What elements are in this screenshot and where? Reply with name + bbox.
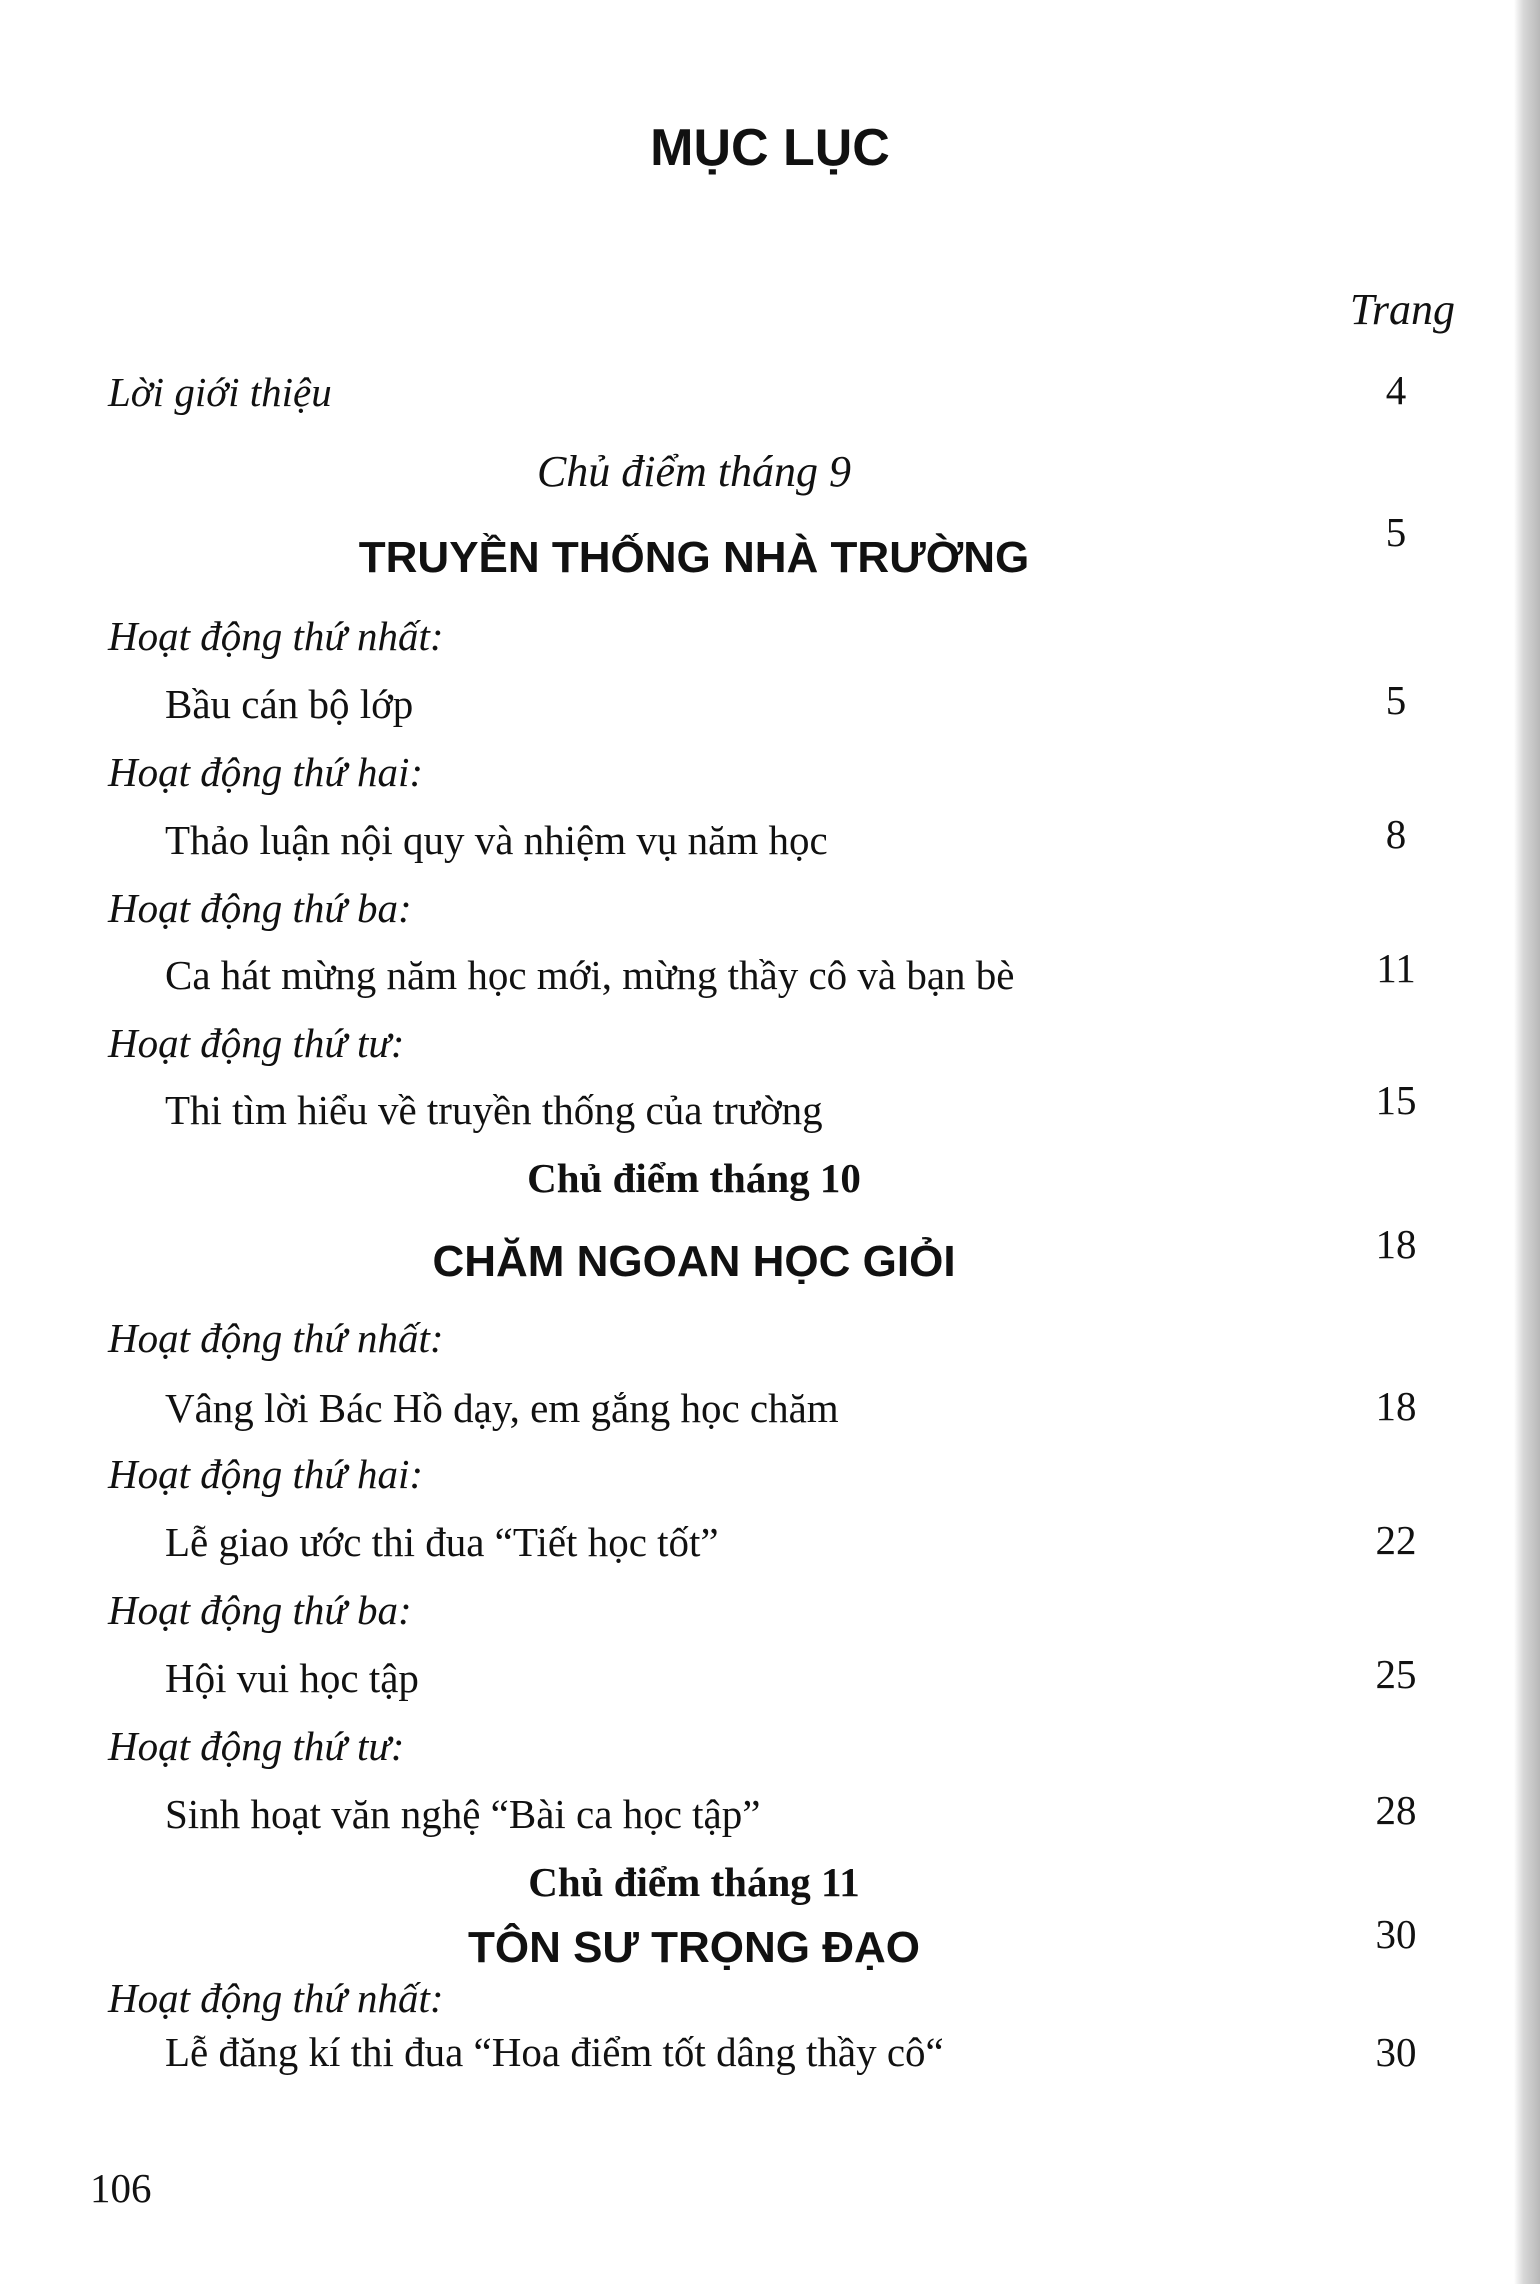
section-page: 5 (1385, 509, 1407, 555)
activity-heading: Hoạt động thứ tư: (108, 1723, 405, 1769)
page-number: 106 (90, 2165, 152, 2211)
activity-page: 5 (1385, 677, 1407, 723)
activity-heading: Hoạt động thứ nhất: (108, 1315, 444, 1361)
section-theme: TÔN SƯ TRỌNG ĐẠO (467, 1923, 921, 1972)
section-page: 30 (1375, 1911, 1417, 1957)
activity-heading: Hoạt động thứ tư: (108, 1020, 405, 1066)
activity-heading: Hoạt động thứ ba: (108, 885, 412, 931)
page-column-header: Trang (1349, 285, 1455, 334)
section-theme: TRUYỀN THỐNG NHÀ TRƯỜNG (358, 533, 1030, 582)
activity-page: 28 (1375, 1787, 1417, 1833)
activity-page: 11 (1376, 945, 1416, 991)
section-month: Chủ điểm tháng 11 (528, 1859, 860, 1905)
page-edge-shadow (1514, 0, 1540, 2284)
toc-intro-label: Lời giới thiệu (108, 369, 332, 415)
section-month: Chủ điểm tháng 10 (527, 1155, 861, 1201)
activity-title: Ca hát mừng năm học mới, mừng thầy cô và bạn bè (165, 952, 1015, 998)
activity-page: 8 (1385, 811, 1407, 857)
activity-title: Thảo luận nội quy và nhiệm vụ năm học (165, 817, 828, 863)
activity-title: Bầu cán bộ lớp (165, 681, 414, 727)
section-theme: CHĂM NGOAN HỌC GIỎI (432, 1237, 956, 1286)
activity-title: Vâng lời Bác Hồ dạy, em gắng học chăm (165, 1385, 839, 1431)
activity-title: Sinh hoạt văn nghệ “Bài ca học tập” (165, 1791, 761, 1837)
activity-page: 30 (1375, 2029, 1417, 2075)
section-page: 18 (1375, 1221, 1417, 1267)
section-month: Chủ điểm tháng 9 (536, 447, 852, 496)
toc-intro-page: 4 (1385, 367, 1407, 413)
activity-page: 22 (1375, 1517, 1417, 1563)
activity-page: 25 (1375, 1651, 1417, 1697)
activity-page: 18 (1375, 1383, 1417, 1429)
page-title: MỤC LỤC (650, 119, 890, 177)
activity-title: Lễ đăng kí thi đua “Hoa điểm tốt dâng thầy cô“ (165, 2029, 944, 2075)
activity-title: Thi tìm hiểu về truyền thống của trường (165, 1087, 823, 1133)
activity-title: Lễ giao ước thi đua “Tiết học tốt” (165, 1519, 719, 1565)
activity-heading: Hoạt động thứ hai: (108, 749, 424, 795)
activity-heading: Hoạt động thứ hai: (108, 1451, 424, 1497)
activity-heading: Hoạt động thứ ba: (108, 1587, 412, 1633)
activity-heading: Hoạt động thứ nhất: (108, 613, 444, 659)
activity-title: Hội vui học tập (165, 1655, 419, 1701)
activity-heading: Hoạt động thứ nhất: (108, 1975, 444, 2021)
activity-page: 15 (1375, 1077, 1417, 1123)
